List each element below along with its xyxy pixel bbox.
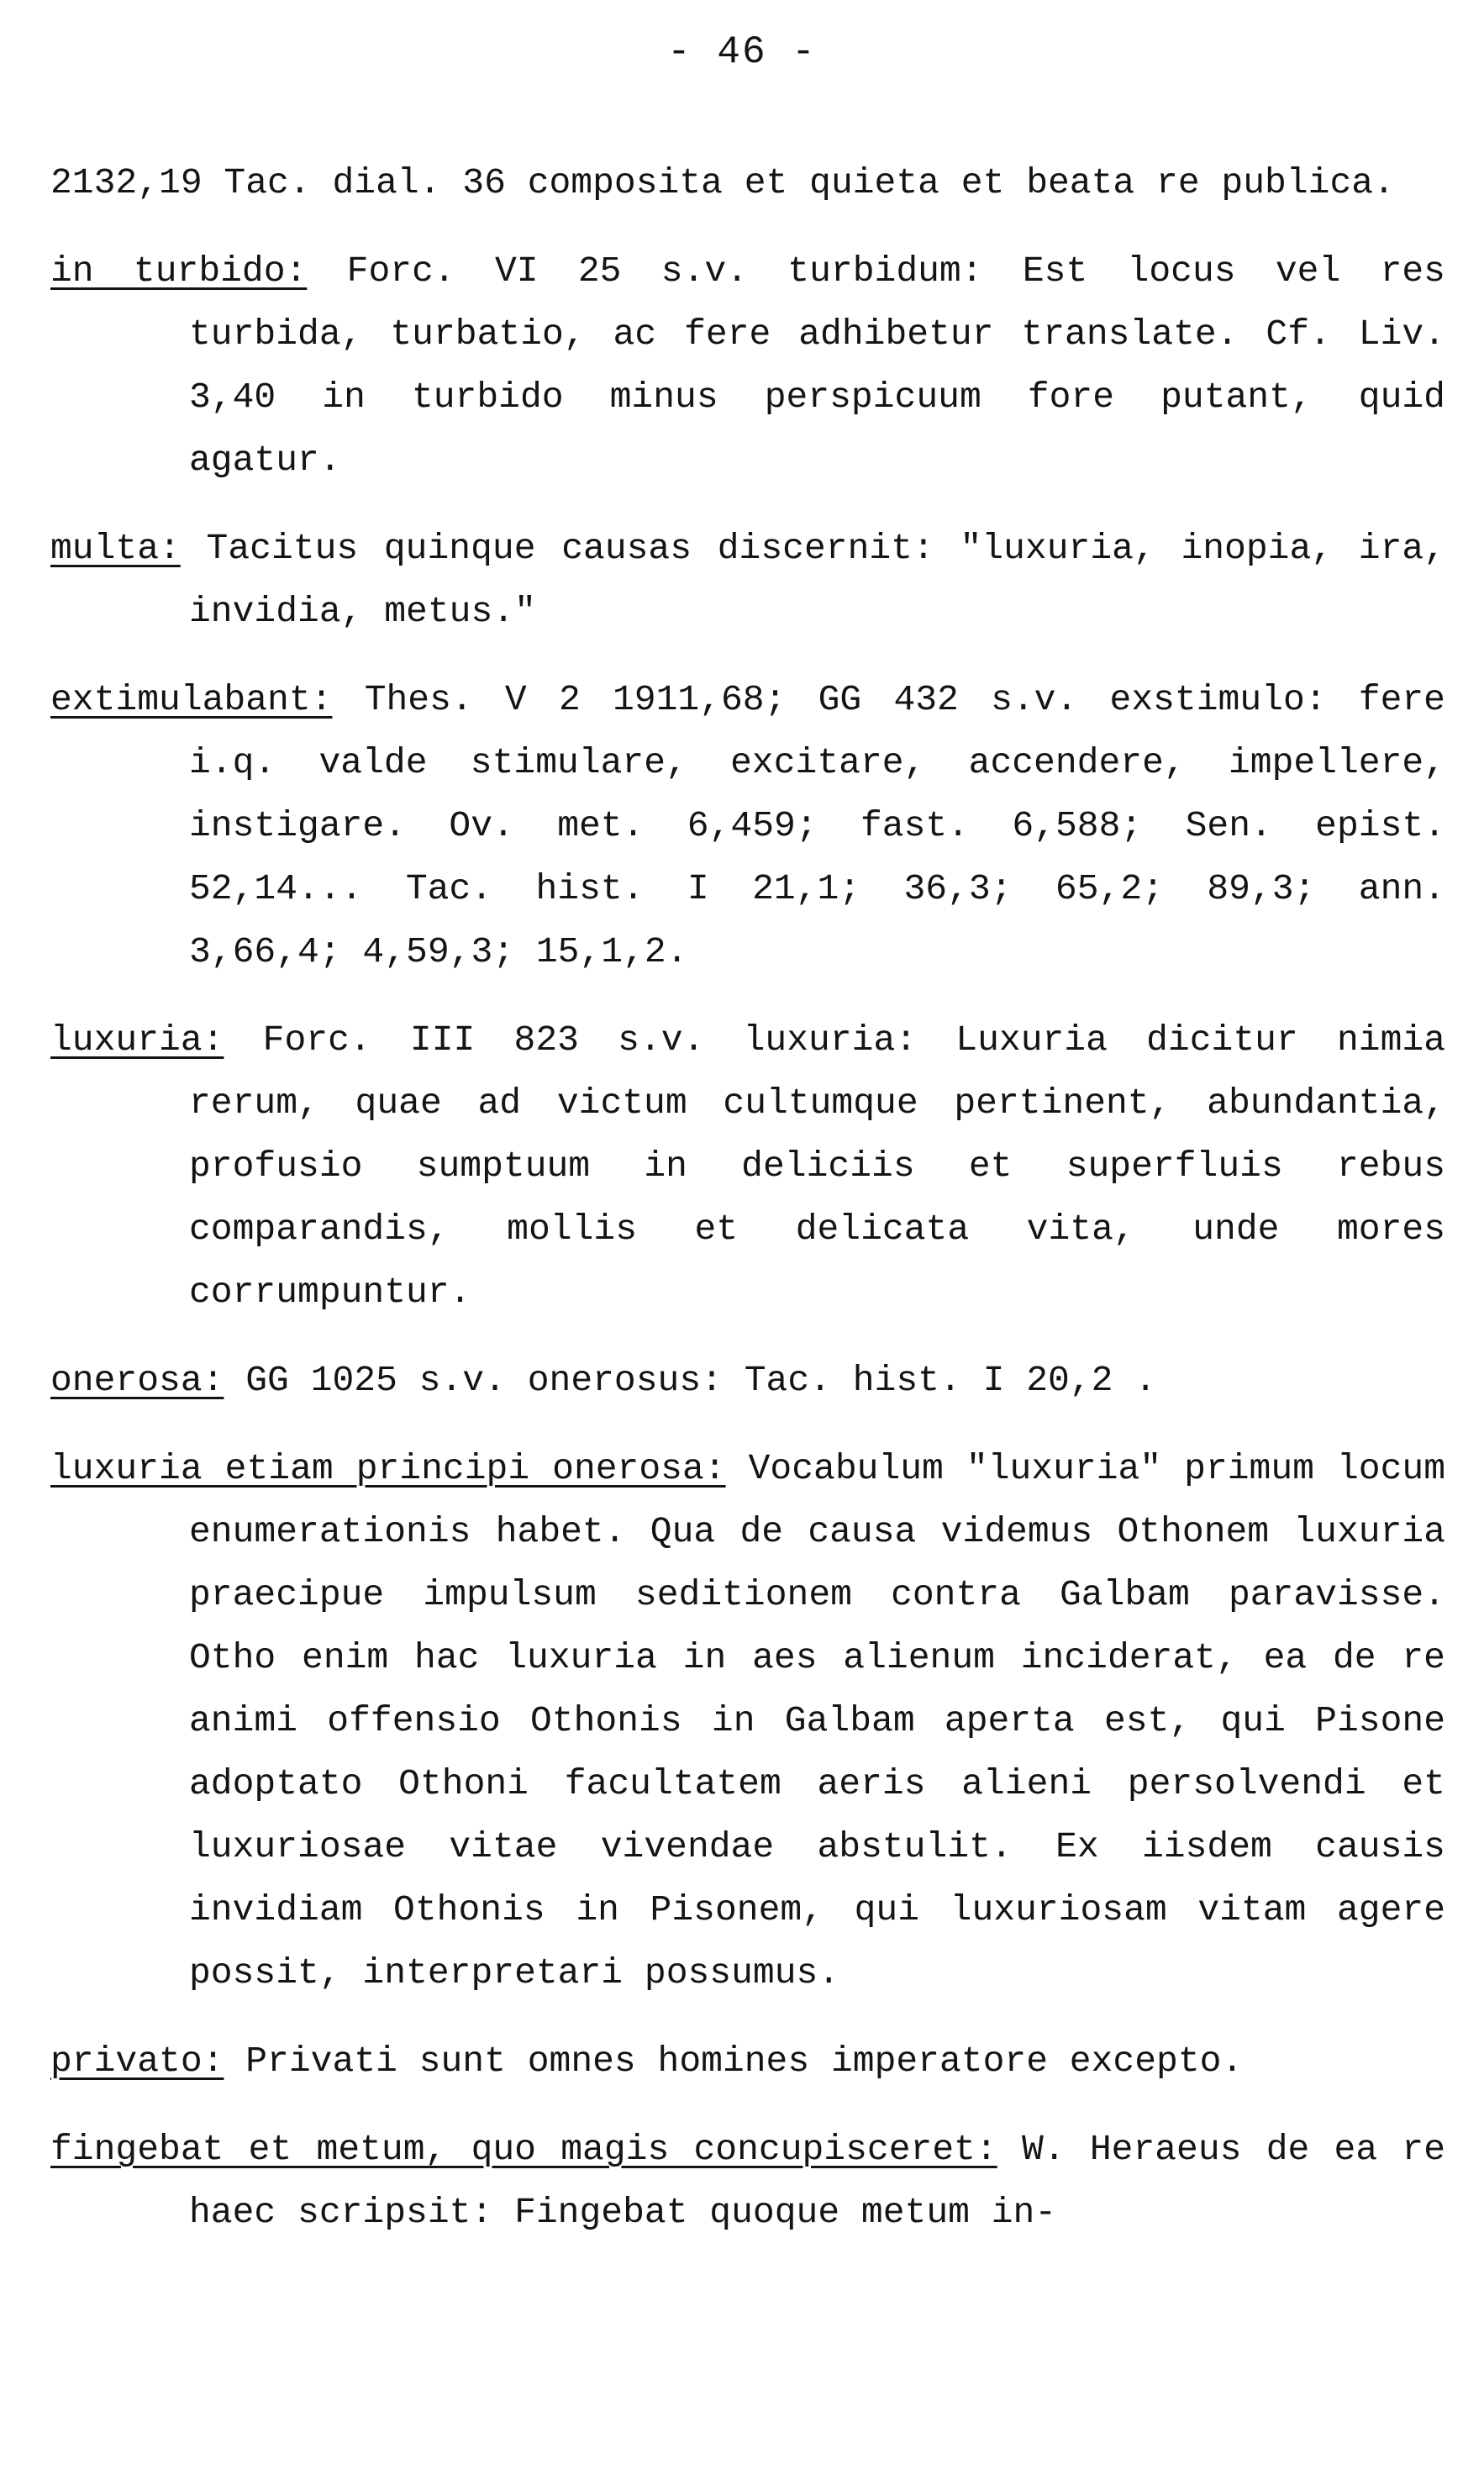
entry-text: W. Heraeus de ea re haec scripsit: Fingebat quoque metum in- (189, 2129, 1446, 2233)
entry-text: Tacitus quinque causas discernit: "luxuria, inopia, ira, invidia, metus." (189, 528, 1445, 632)
entry-lemma: luxuria etiam principi onerosa: (50, 1448, 726, 1489)
commentary-body (50, 151, 1445, 2269)
entry-multa (50, 517, 1445, 643)
entry-lemma: onerosa: (50, 1360, 224, 1401)
entry-text: 2132,19 Tac. dial. 36 composita et quieta et beata re publica. (50, 162, 1395, 203)
entry-lemma: in turbido: (50, 250, 308, 292)
entry-lemma: privato: (50, 2041, 224, 2082)
entry-in-turbido (50, 240, 1445, 492)
entry-text: GG 1025 s.v. onerosus: Tac. hist. I 20,2 . (245, 1360, 1157, 1401)
entry-text: Privati sunt omnes homines imperatore excepto. (245, 2041, 1244, 2082)
entry-extimulabant (50, 668, 1445, 983)
entry-privato (50, 2030, 1445, 2093)
entry-luxuria-etiam-principi-onerosa (50, 1437, 1445, 2004)
entry-continuation (50, 151, 1445, 214)
entry-lemma: luxuria: (50, 1019, 224, 1061)
entry-fingebat (50, 2118, 1445, 2244)
entry-luxuria (50, 1008, 1445, 1324)
entry-text: Forc. VI 25 s.v. turbidum: Est locus vel res turbida, turbatio, ac fere adhibetur translate. Cf. Liv. 3,40 in turbido minus perspicuum fore putant, quid agatur. (189, 250, 1445, 481)
entry-lemma: fingebat et metum, quo magis concupisceret: (50, 2129, 997, 2170)
entry-lemma: extimulabant: (50, 679, 333, 720)
entry-text: Thes. V 2 1911,68; GG 432 s.v. exstimulo: fere i.q. valde stimulare, excitare, accendere, impellere, instigare. Ov. met. 6,459; fast. 6,588; Sen. epist. 52,14... Tac. hist. I 21,1; 36,3; 65,2; 89,3; ann. 3,66,4; 4,59,3; 15,1,2. (189, 679, 1445, 972)
entry-lemma: multa: (50, 528, 181, 569)
entry-text: Forc. III 823 s.v. luxuria: Luxuria dicitur nimia rerum, quae ad victum cultumque pertinent, abundantia, profusio sumptuum in deliciis et superfluis rebus comparandis, mollis et delicata vita, unde mores corrumpuntur. (189, 1019, 1446, 1313)
entry-text: Vocabulum "luxuria" primum locum enumerationis habet. Qua de causa videmus Othonem luxuria praecipue impulsum seditionem contra Galbam paravisse. Otho enim hac luxuria in aes alienum inciderat, ea de re animi offensio Othonis in Galbam aperta est, qui Pisone adoptato Othoni facultatem aeris alieni persolvendi et luxuriosae vitae vivendae abstulit. Ex iisdem causis invidiam Othonis in Pisonem, qui luxuriosam vitam agere possit, interpretari possumus. (189, 1448, 1446, 1993)
page-number: - 46 - (667, 30, 817, 74)
entry-onerosa (50, 1349, 1445, 1412)
